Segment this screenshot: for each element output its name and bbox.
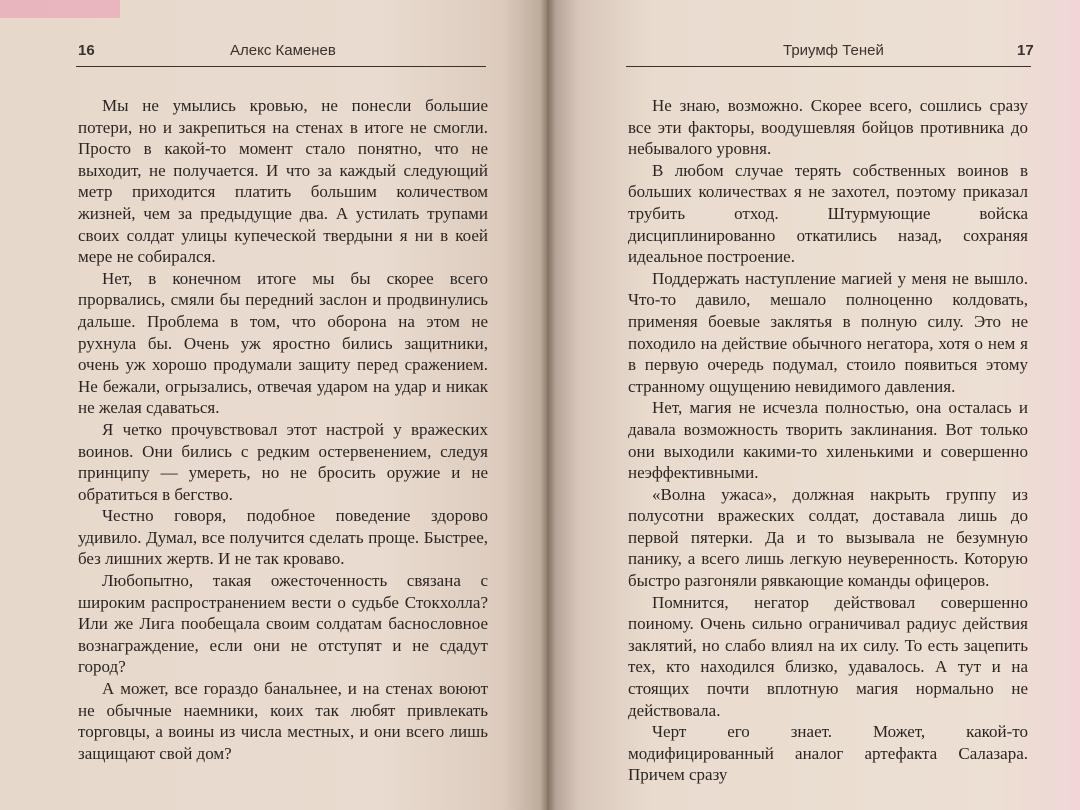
- left-body-text: [78, 95, 488, 764]
- bookmark-edge: [0, 0, 120, 18]
- right-folio: 17: [1017, 42, 1034, 59]
- paragraph: Черт его знает. Может, какой-то модифицированный аналог артефакта Салазара. Причем сразу: [628, 722, 1028, 785]
- right-body-text: [628, 95, 1028, 786]
- right-page: [547, 0, 1080, 810]
- paragraph: Мы не умылись кровью, не понесли большие потери, но и закрепиться на стенах в итоге не смогли. Просто в какой-то момент стало понятно, что не выходит, не получается. И что за каждый следующий метр приходится платить большим количеством жизней, чем за предыдущие два. А устилать трупами своих солдат улицы купеческой твердыни я ни в коей мере не собирался.: [78, 96, 488, 267]
- paragraph: Я четко прочувствовал этот настрой у вражеских воинов. Они бились с редким остервенением, следуя принципу — умереть, но не бросить оружие и не обратиться в бегство.: [78, 419, 488, 504]
- paragraph: Поддержать наступление магией у меня не вышло. Что-то давило, мешало полноценно колдовать, применяя боевые заклятья в полную силу. Это не походило на действие обычного негатора, хотя о нем я в первую очередь подумал, стоило появиться этому странному ощущению невидимого давления.: [628, 268, 1028, 396]
- left-header-rule: [76, 66, 486, 67]
- paragraph: А может, все гораздо банальнее, и на стенах воюют не обычные наемники, коих так любят привлекать торговцы, а воины из числа местных, и они всего лишь защищают свой дом?: [78, 679, 488, 763]
- left-running-head: Алекс Каменев: [230, 42, 336, 59]
- right-running-head: Триумф Теней: [783, 42, 884, 59]
- paragraph: Нет, в конечном итоге мы бы скорее всего прорвались, смяли бы передний заслон и продвинулись дальше. Проблема в том, что оборона на этом не рухнула бы. Очень уж яростно бились защитники, очень уж хорошо продумали защиту перед сражением. Не бежали, огрызались, отвечая ударом на удар и никак не желая сдаваться.: [78, 268, 488, 418]
- book-gutter: [540, 0, 556, 810]
- paragraph: Не знаю, возможно. Скорее всего, сошлись сразу все эти факторы, воодушевляя бойцов противника до небывалого уровня.: [628, 96, 1028, 159]
- paragraph: «Волна ужаса», должная накрыть группу из полусотни вражеских солдат, доставала лишь до первой пятерки. Да и то вызывала не безумную панику, а всего лишь легкую неуверенность. Которую быстро разгоняли рявкающие команды офицеров.: [628, 484, 1028, 591]
- paragraph: Нет, магия не исчезла полностью, она осталась и давала возможность творить заклинания. Вот только они выходили какими-то хиленькими и совершенно неэффективными.: [628, 398, 1028, 483]
- paragraph: Помнится, негатор действовал совершенно поиному. Очень сильно ограничивал радиус действия заклятий, но слабо влиял на их силу. То есть зацепить тех, кто находился близко, удавалось. А тут и на стоящих почти вплотную магия нормально не действовала.: [628, 592, 1028, 720]
- paragraph: Честно говоря, подобное поведение здорово удивило. Думал, все получится сделать проще. Быстрее, без лишних жертв. И не так кроваво.: [78, 506, 488, 569]
- paragraph: В любом случае терять собственных воинов в больших количествах я не захотел, поэтому приказал трубить отход. Штурмующие войска дисциплинированно откатились назад, сохраняя идеальное построение.: [628, 160, 1028, 267]
- left-folio: 16: [78, 42, 95, 59]
- right-header-rule: [626, 66, 1031, 67]
- paragraph: Любопытно, такая ожесточенность связана с широким распространением вести о судьбе Стокхолла? Или же Лига пообещала своим солдатам баснословное вознаграждение, если они не отступят и не сдадут город?: [78, 571, 488, 677]
